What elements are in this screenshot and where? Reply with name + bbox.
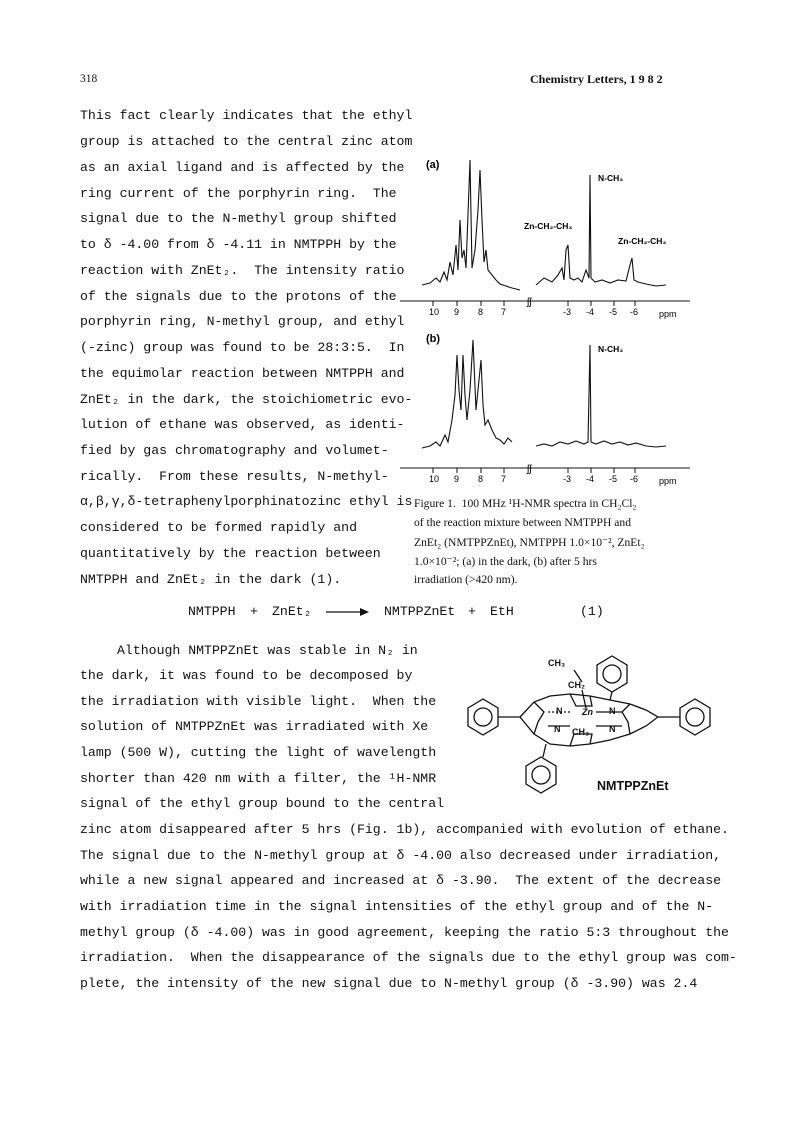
axis-a-ticks	[433, 301, 635, 306]
caption-line: of the reaction mixture between NMTPPH and	[414, 516, 632, 529]
text-line: ZnEt₂ in the dark, the stoichiometric evo-	[80, 392, 413, 407]
tick-label: 10	[429, 307, 440, 317]
tick-label: -3	[563, 307, 572, 317]
atom-label: N	[556, 706, 563, 716]
text-line: the irradiation with visible light. When the	[80, 694, 437, 709]
text-line: ring current of the porphyrin ring. The	[80, 186, 397, 201]
panel-b-label: (b)	[426, 333, 441, 345]
journal-running-head: Chemistry Letters, 1 9 8 2	[530, 72, 663, 86]
text-line: zinc atom disappeared after 5 hrs (Fig. 1b), accompanied with evolution of ethane.	[80, 822, 729, 837]
text-line: NMTPPH and ZnEt₂ in the dark (1).	[80, 572, 342, 587]
caption-line: irradiation (>420 nm).	[414, 573, 518, 586]
text-line: with irradiation time in the signal intensities of the ethyl group and of the N-	[80, 899, 714, 914]
tick-label: 8	[478, 307, 484, 317]
caption-line: ZnEt₂ (NMTPPZnEt), NMTPPH 1.0×10⁻², ZnEt₂	[414, 536, 645, 549]
axis-unit: ppm	[659, 309, 677, 319]
atom-label: CH₂	[568, 680, 585, 690]
nmtppznet-structure	[446, 648, 726, 798]
zn-ch2-ch3-label-b: Zn-CH₂-CH₃	[618, 236, 667, 246]
tick-label: -5	[609, 307, 618, 317]
tick-label: 7	[501, 474, 507, 484]
atom-label: N	[609, 724, 616, 734]
text-line: This fact clearly indicates that the ethyl	[80, 108, 413, 123]
tick-label: -4	[586, 307, 595, 317]
text-line: porphyrin ring, N-methyl group, and ethyl	[80, 314, 405, 329]
text-line: plete, the intensity of the new signal due to N-methyl group (δ -3.90) was 2.4	[80, 976, 698, 991]
text-line: fied by gas chromatography and volumet-	[80, 443, 389, 458]
tick-label: 7	[501, 307, 507, 317]
spectrum-b-trace	[422, 340, 666, 448]
phenyl-ring-top	[597, 656, 627, 692]
n-ch3-label-a: N-CH₃	[598, 173, 624, 183]
caption-line: Figure 1. 100 MHz ¹H-NMR spectra in CH₂Cl₂	[414, 497, 637, 510]
tick-label: -6	[630, 307, 639, 317]
page-number: 318	[80, 73, 98, 85]
text-line: signal due to the N-methyl group shifted	[80, 211, 397, 226]
tick-label: 9	[454, 474, 460, 484]
text-line: rically. From these results, N-methyl-	[80, 469, 389, 484]
panel-a-label: (a)	[426, 159, 440, 171]
text-line: The signal due to the N-methyl group at δ -4.00 also decreased under irradiation,	[80, 848, 722, 863]
text-line: lamp (500 W), cutting the light of wavelength	[80, 745, 437, 760]
tick-label: -6	[630, 474, 639, 484]
nmr-spectra-figure	[400, 150, 700, 490]
tick-label: 9	[454, 307, 460, 317]
caption-line: 1.0×10⁻²; (a) in the dark, (b) after 5 hrs	[414, 555, 597, 568]
atom-label: CH₃	[572, 727, 590, 737]
axis-break-a: ʃʃ	[527, 297, 532, 308]
axis-break-b: ʃʃ	[527, 464, 532, 475]
text-line: the equimolar reaction between NMTPPH and	[80, 366, 405, 381]
text-line: signal of the ethyl group bound to the central	[80, 796, 445, 811]
text-line: quantitatively by the reaction between	[80, 546, 381, 561]
text-line: lution of ethane was observed, as identi-	[80, 417, 405, 432]
axis-b-tick-labels	[429, 474, 677, 486]
zn-ch2-ch3-label-a: Zn-CH₂-CH₃	[524, 221, 573, 231]
text-line: α,β,γ,δ-tetraphenylporphinatozinc ethyl is	[80, 494, 413, 509]
phenyl-ring-left	[468, 699, 498, 735]
reaction-arrow-icon	[324, 606, 372, 618]
text-line: (-zinc) group was found to be 28:3:5. In	[80, 340, 405, 355]
atom-label: N	[554, 724, 561, 734]
equation-product-1: NMTPPZnEt	[384, 604, 456, 619]
tick-label: 8	[478, 474, 484, 484]
tick-label: -4	[586, 474, 595, 484]
atom-label: N	[609, 706, 616, 716]
text-line: as an axial ligand and is affected by the	[80, 160, 405, 175]
structure-atom-labels	[548, 658, 616, 737]
phenyl-ring-bottom	[526, 757, 556, 793]
axis-b-ticks	[433, 468, 635, 473]
atom-label: CH₃	[548, 658, 566, 668]
text-line: of the signals due to the protons of the	[80, 289, 397, 304]
equation-product-2: EtH	[490, 604, 514, 619]
text-line: considered to be formed rapidly and	[80, 520, 357, 535]
equation-reactant-1: NMTPPH	[188, 604, 236, 619]
tick-label: -5	[609, 474, 618, 484]
text-line: while a new signal appeared and increased at δ -3.90. The extent of the decrease	[80, 873, 722, 888]
n-ch3-label-b: N-CH₃	[598, 344, 624, 354]
text-line: irradiation. When the disappearance of the signals due to the ethyl group was com-	[80, 950, 737, 965]
tick-label: 10	[429, 474, 440, 484]
equation-reactant-2: ZnEt₂	[272, 604, 312, 619]
structure-label: NMTPPZnEt	[597, 779, 669, 793]
equation-plus: +	[250, 604, 258, 619]
axis-a-tick-labels	[429, 307, 677, 319]
atom-label: Zn	[582, 707, 593, 717]
porphyrin-macrocycle	[520, 694, 658, 746]
equation-plus: +	[468, 604, 476, 619]
text-line: Although NMTPPZnEt was stable in N₂ in	[117, 643, 418, 658]
text-line: solution of NMTPPZnEt was irradiated with Xe	[80, 719, 429, 734]
text-line: reaction with ZnEt₂. The intensity ratio	[80, 263, 405, 278]
axis-unit: ppm	[659, 476, 677, 486]
tick-label: -3	[563, 474, 572, 484]
text-line: to δ -4.00 from δ -4.11 in NMTPPH by the	[80, 237, 397, 252]
text-line: the dark, it was found to be decomposed by	[80, 668, 413, 683]
phenyl-ring-right	[680, 699, 710, 735]
text-line: group is attached to the central zinc atom	[80, 134, 413, 149]
text-line: methyl group (δ -4.00) was in good agreement, keeping the ratio 5:3 throughout the	[80, 925, 729, 940]
equation-number: (1)	[580, 604, 604, 619]
text-line: shorter than 420 nm with a filter, the ¹H-NMR	[80, 771, 437, 786]
